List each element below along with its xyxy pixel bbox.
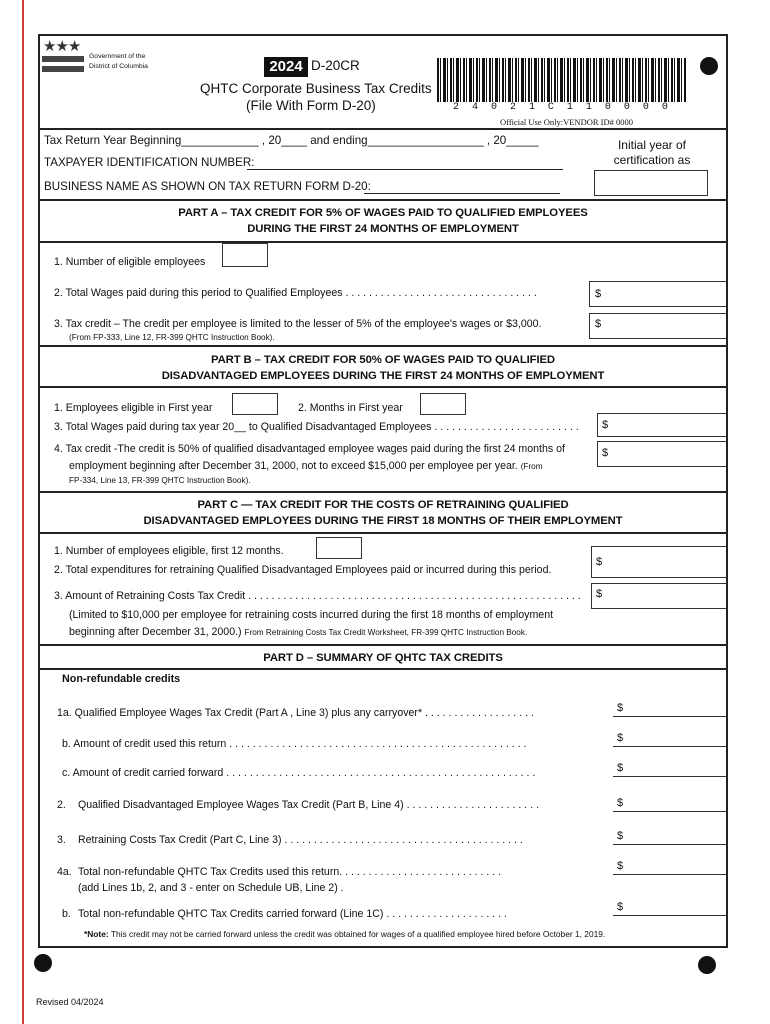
part-d-line-4a-input[interactable]	[613, 874, 727, 875]
registration-dot	[698, 956, 716, 974]
part-b-line-4-note: FP-334, Line 13, FR-399 QHTC Instruction Book).	[69, 476, 251, 485]
dollar-sign: $	[595, 288, 602, 300]
part-c-line-3-cont: (Limited to $10,000 per employee for retraining costs incurred during the first 18 months of employment	[69, 609, 554, 621]
divider	[38, 241, 728, 243]
dollar-sign: $	[602, 419, 609, 431]
form-id: D-20CR	[311, 58, 360, 73]
cert-year-label: Initial year of certification as	[613, 138, 691, 167]
part-b-line-4-cont: employment beginning after December 31, 2000, not to exceed $15,000 per employee per year. (From	[69, 460, 543, 472]
part-d-line-3-num: 3.	[57, 834, 66, 846]
dollar-sign: $	[617, 901, 624, 913]
part-d-subtitle: Non-refundable credits	[62, 673, 181, 685]
dollar-sign: $	[617, 860, 624, 872]
part-c-line-2: 2. Total expenditures for retraining Qualified Disadvantaged Employees paid or incurred during this period.	[54, 564, 552, 576]
part-d-line-3-input[interactable]	[613, 844, 727, 845]
barcode-digits: 2 4 0 2 1 C 1 1 0 0 0 0	[453, 102, 668, 113]
divider	[38, 668, 728, 670]
business-name-field[interactable]	[364, 193, 560, 194]
dollar-sign: $	[596, 588, 603, 600]
divider	[38, 491, 728, 493]
part-d-line-1a-input[interactable]	[613, 716, 727, 717]
official-use-label: Official Use Only:VENDOR ID# 0000	[500, 117, 633, 127]
dollar-sign: $	[617, 797, 624, 809]
tin-field[interactable]	[247, 169, 563, 170]
part-a-title: PART A – TAX CREDIT FOR 5% OF WAGES PAID TO QUALIFIED EMPLOYEES DURING THE FIRST 24 MONTHS OF EMPLOYMENT	[178, 207, 588, 235]
part-b-line-2: 2. Months in First year	[298, 402, 403, 414]
form-subtitle: (File With Form D-20)	[246, 98, 376, 113]
registration-dot	[700, 57, 718, 75]
part-b-tax-credit-input[interactable]	[597, 441, 727, 467]
dollar-sign: $	[595, 318, 602, 330]
divider	[38, 644, 728, 646]
part-b-line-3: 3. Total Wages paid during tax year 20__ to Qualified Disadvantaged Employees . . . . . . . . . . . . . . . . . . . . . . . . .	[54, 421, 579, 433]
form-year: 2024	[264, 57, 308, 77]
part-d-line-4a: Total non-refundable QHTC Tax Credits used this return. . . . . . . . . . . . . . . . . . . . . . . . . . . .	[78, 866, 502, 878]
divider	[38, 386, 728, 388]
part-c-title: PART C — TAX CREDIT FOR THE COSTS OF RETRAINING QUALIFIED DISADVANTAGED EMPLOYEES DURING THE FIRST 18 MONTHS OF THEIR EMPLOYMENT	[143, 499, 623, 527]
part-d-line-3: Retraining Costs Tax Credit (Part C, Line 3) . . . . . . . . . . . . . . . . . . . . . . . . . . . . . . . . . . . . . . . . .	[78, 834, 523, 846]
divider	[38, 199, 728, 201]
dollar-sign: $	[617, 762, 624, 774]
part-d-note: *Note: This credit may not be carried forward unless the credit was obtained for wages of a qualified employee hired before October 1, 2019.	[84, 929, 606, 939]
tin-label: TAXPAYER IDENTIFICATION NUMBER:	[44, 156, 255, 169]
margin-line	[22, 0, 24, 1024]
part-b-employees-input[interactable]	[232, 393, 278, 415]
divider	[38, 532, 728, 534]
form-barcode	[437, 58, 687, 102]
revised-date: Revised 04/2024	[36, 997, 104, 1007]
part-d-line-4a-cont: (add Lines 1b, 2, and 3 - enter on Schedule UB, Line 2) .	[78, 882, 344, 894]
part-c-employees-input[interactable]	[316, 537, 362, 559]
dollar-sign: $	[617, 732, 624, 744]
form-title: QHTC Corporate Business Tax Credits	[200, 81, 432, 96]
part-d-line-4a-num: 4a.	[57, 866, 72, 878]
part-a-total-wages-input[interactable]	[589, 281, 727, 307]
part-c-line-3-note: beginning after December 31, 2000.) From Retraining Costs Tax Credit Worksheet, FR-399 QHTC Instruction Book.	[69, 626, 528, 638]
dc-flag-bar	[42, 56, 84, 62]
part-d-line-1a: 1a. Qualified Employee Wages Tax Credit (Part A , Line 3) plus any carryover* . . . . . . . . . . . . . . . . . . .	[57, 707, 534, 719]
gov-label: Government of the District of Columbia	[89, 53, 148, 70]
part-d-line-2-num: 2.	[57, 799, 66, 811]
part-a-eligible-employees-input[interactable]	[222, 243, 268, 267]
part-a-line-2: 2. Total Wages paid during this period to Qualified Employees . . . . . . . . . . . . . . . . . . . . . . . . . . . . . . . . .	[54, 287, 537, 299]
part-b-months-input[interactable]	[420, 393, 466, 415]
dc-flag-bar	[42, 66, 84, 72]
part-d-title: PART D – SUMMARY OF QHTC TAX CREDITS	[263, 652, 503, 664]
part-c-total-expenditures-input[interactable]	[591, 546, 727, 578]
dollar-sign: $	[596, 556, 603, 568]
dollar-sign: $	[602, 447, 609, 459]
divider	[38, 128, 728, 130]
registration-dot	[34, 954, 52, 972]
part-d-line-2: Qualified Disadvantaged Employee Wages Tax Credit (Part B, Line 4) . . . . . . . . . . . . . . . . . . . . . . .	[78, 799, 540, 811]
part-b-line-4: 4. Tax credit -The credit is 50% of qualified disadvantaged employee wages paid during the first 24 months of	[54, 443, 565, 455]
part-a-tax-credit-input[interactable]	[589, 313, 727, 339]
part-d-line-1b-input[interactable]	[613, 746, 727, 747]
part-b-line-1: 1. Employees eligible in First year	[54, 402, 213, 414]
part-d-line-4b: Total non-refundable QHTC Tax Credits carried forward (Line 1C) . . . . . . . . . . . . . . . . . . . . .	[78, 908, 508, 920]
dollar-sign: $	[617, 830, 624, 842]
divider	[38, 345, 728, 347]
part-d-line-1c-input[interactable]	[613, 776, 727, 777]
part-a-line-3-note: (From FP-333, Line 12, FR-399 QHTC Instruction Book).	[69, 333, 275, 342]
part-c-line-3: 3. Amount of Retraining Costs Tax Credit . . . . . . . . . . . . . . . . . . . . . . . . . . . . . . . . . . . . . . . . . . . . . . . . . . . . . . . . .	[54, 590, 581, 602]
part-b-title: PART B – TAX CREDIT FOR 50% OF WAGES PAID TO QUALIFIED DISADVANTAGED EMPLOYEES DURING THE FIRST 24 MONTHS OF EMPLOYMENT	[161, 354, 605, 382]
part-c-tax-credit-input[interactable]	[591, 583, 727, 609]
part-a-line-1: 1. Number of eligible employees	[54, 256, 206, 268]
part-c-line-1: 1. Number of employees eligible, first 12 months.	[54, 545, 284, 557]
dollar-sign: $	[617, 702, 624, 714]
part-b-total-wages-input[interactable]	[597, 413, 727, 437]
business-name-label: BUSINESS NAME AS SHOWN ON TAX RETURN FORM D-20:	[44, 180, 371, 193]
part-d-line-1c: c. Amount of credit carried forward . . . . . . . . . . . . . . . . . . . . . . . . . . . . . . . . . . . . . . . . . . . . . . . . . . . . .	[62, 767, 536, 779]
tax-year-field[interactable]: Tax Return Year Beginning____________ , 20____ and ending__________________ , 20_____	[44, 134, 539, 147]
part-d-line-1b: b. Amount of credit used this return . . . . . . . . . . . . . . . . . . . . . . . . . . . . . . . . . . . . . . . . . . . . . . . . . . .	[62, 738, 527, 750]
part-a-line-3: 3. Tax credit – The credit per employee is limited to the lesser of 5% of the employee's wages or $3,000.	[54, 318, 542, 330]
part-d-line-2-input[interactable]	[613, 811, 727, 812]
dc-flag-stars-icon: ★★★	[43, 38, 81, 55]
part-d-line-4b-input[interactable]	[613, 915, 727, 916]
cert-year-input[interactable]	[594, 170, 708, 196]
part-d-line-4b-num: b.	[62, 908, 71, 920]
